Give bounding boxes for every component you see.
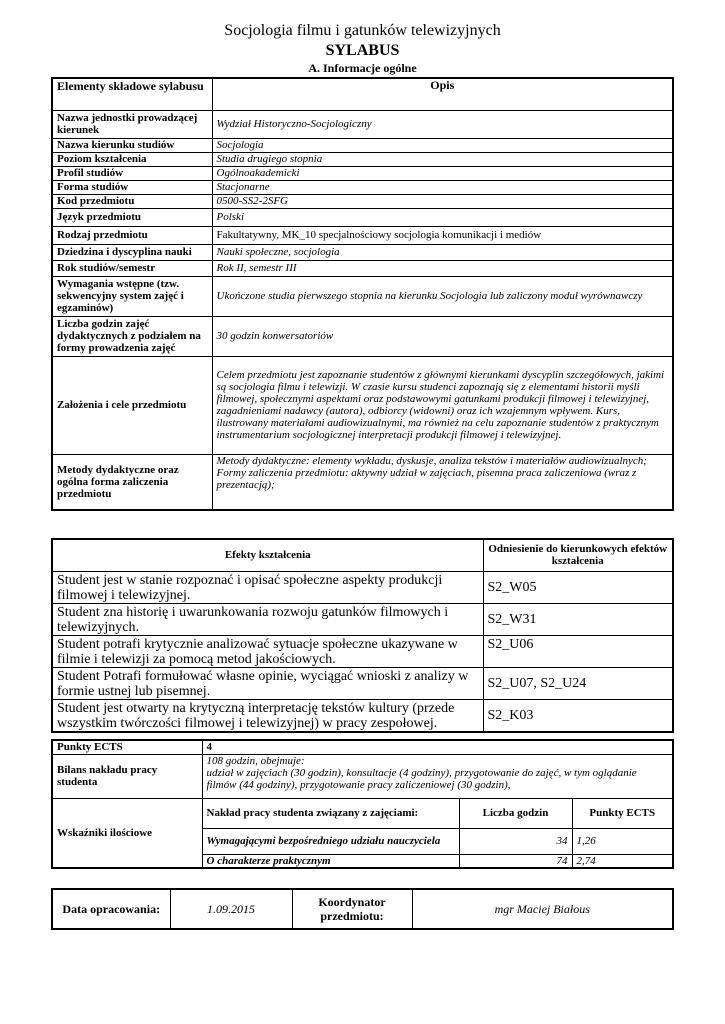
row-label: Nazwa kierunku studiów (52, 138, 212, 152)
points-value: 1,26 (572, 828, 673, 854)
hours-value: 74 (459, 854, 572, 868)
row-label: Język przedmiotu (52, 208, 212, 226)
outcome-text: Student potrafi krytycznie analizować sytuacje społeczne ukazywane w filmie i telewizji za pomocą metod jakościowych. (52, 635, 483, 667)
row-value: Ogólnoakademicki (212, 166, 673, 180)
document-title: SYLABUS (325, 42, 400, 59)
outcome-ref: S2_K03 (483, 699, 673, 732)
row-value: Wydział Historyczno-Socjologiczny (212, 110, 673, 138)
general-info-table (51, 77, 674, 511)
row-value: Celem przedmiotu jest zapoznanie studentów z głównymi kierunkami dyscyplin szczegółowych, jakimi są socjologia filmu i telewizji. W czasie kursu studenci zapoznają się z elementami historii myśli filmowej, społecznymi aspektami oraz podstawowymi gatunkami produkcji filmowej i telewizyjnej, zagadnieniami nadawcy (autora), odbiorcy (widowni) oraz ich wzajemnym wpływem. Kurs, ilustrowany materiałami audiowizualnymi, ma również na celu zapoznanie studentów z praktycznym instrumentarium socjologicznej interpretacji produkcji filmowej i telewizyjnej. (212, 356, 673, 454)
learning-outcomes-table (51, 538, 674, 733)
row-label: Założenia i cele przedmiotu (52, 356, 212, 454)
row-label: Profil studiów (52, 166, 212, 180)
row-value: Ukończone studia pierwszego stopnia na kierunku Socjologia lub zaliczony moduł wyrównawczy (212, 276, 673, 316)
outcome-text: Student zna historię i uwarunkowania rozwoju gatunków filmowych i telewizyjnych. (52, 603, 483, 635)
coordinator-value: mgr Maciej Białous (412, 889, 673, 929)
header-workload: Nakład pracy studenta związany z zajęciami: (202, 798, 459, 828)
assessment-forms: Formy zaliczenia przedmiotu: aktywny udział w zajęciach, pisemna praca zaliczeniowa (wraz z prezentacją); (216, 466, 637, 491)
outcome-ref: S2_U07, S2_U24 (483, 667, 673, 699)
workload-label: Bilans nakładu pracy studenta (52, 754, 202, 798)
row-label: Kod przedmiotu (52, 194, 212, 208)
date-value: 1.09.2015 (170, 889, 292, 929)
workload-description (202, 754, 673, 798)
row-label: Poziom kształcenia (52, 152, 212, 166)
row-label: Forma studiów (52, 180, 212, 194)
ects-value: 4 (202, 740, 673, 754)
row-value: Nauki społeczne, socjologia (212, 244, 673, 260)
row-label: Dziedzina i dyscyplina nauki (52, 244, 212, 260)
row-value: Polski (212, 208, 673, 226)
row-label: Rodzaj przedmiotu (52, 226, 212, 244)
header-elements: Elementy składowe sylabusu (52, 78, 212, 110)
row-label: Nazwa jednostki prowadzącej kierunek (52, 110, 212, 138)
outcome-ref: S2_W05 (483, 571, 673, 603)
coordinator-label: Koordynator przedmiotu: (292, 889, 412, 929)
row-value: Studia drugiego stopnia (212, 152, 673, 166)
row-value: Stacjonarne (212, 180, 673, 194)
row-label: Rok studiów/semestr (52, 260, 212, 276)
teaching-methods: Metody dydaktyczne: elementy wykładu, dyskusje, analiza tekstów i materiałów audiowizualnych; (216, 454, 647, 467)
row-value: Socjologia (212, 138, 673, 152)
row-value (212, 454, 673, 510)
row-label: Liczba godzin zajęć dydaktycznych z podziałem na formy prowadzenia zajęć (52, 316, 212, 356)
header-points: Punkty ECTS (572, 798, 673, 828)
row-value: Rok II, semestr III (212, 260, 673, 276)
indicators-label: Wskaźniki ilościowe (52, 798, 202, 868)
outcome-ref: S2_U06 (483, 635, 673, 667)
outcome-text: Student jest otwarty na krytyczną interpretację tekstów kultury (przede wszystkim twórczości filmowej i telewizyjnej) w pracy zespołowej. (52, 699, 483, 732)
hours-value: 34 (459, 828, 572, 854)
row-value: 0500-SS2-2SFG (212, 194, 673, 208)
row-value: Fakultatywny, MK_10 specjalnościowy socjologia komunikacji i mediów (212, 226, 673, 244)
points-value: 2,74 (572, 854, 673, 868)
outcome-text: Student Potrafi formułować własne opinie, wyciągać wnioski z analizy w formie ustnej lub pisemnej. (52, 667, 483, 699)
ects-label: Punkty ECTS (52, 740, 202, 754)
header-reference: Odniesienie do kierunkowych efektów kształcenia (483, 539, 673, 571)
section-a-heading: A. Informacje ogólne (308, 61, 417, 75)
date-label: Data opracowania: (52, 889, 170, 929)
workload-type: Wymagającymi bezpośredniego udziału nauczyciela (202, 828, 459, 854)
header-hours: Liczba godzin (459, 798, 572, 828)
row-label: Metody dydaktyczne oraz ogólna forma zaliczenia przedmiotu (52, 454, 212, 510)
header-description: Opis (212, 78, 673, 110)
outcome-ref: S2_W31 (483, 603, 673, 635)
header-effects: Efekty kształcenia (52, 539, 483, 571)
outcome-text: Student jest w stanie rozpoznać i opisać społeczne aspekty produkcji filmowej i telewizyjnej. (52, 571, 483, 603)
footer-table (51, 888, 674, 930)
workload-breakdown: udział w zajęciach (30 godzin), konsultacje (4 godziny), przygotowanie do zajęć, w tym oglądanie filmów (44 godziny), przygotowanie pracy zaliczeniowej (30 godzin), (206, 766, 637, 791)
course-title: Socjologia filmu i gatunków telewizyjnych (224, 22, 501, 39)
workload-total: 108 godzin, obejmuje: (206, 754, 305, 767)
workload-type: O charakterze praktycznym (202, 854, 459, 868)
row-label: Wymagania wstępne (tzw. sekwencyjny system zajęć i egzaminów) (52, 276, 212, 316)
ects-table (51, 739, 674, 869)
row-value: 30 godzin konwersatoriów (212, 316, 673, 356)
